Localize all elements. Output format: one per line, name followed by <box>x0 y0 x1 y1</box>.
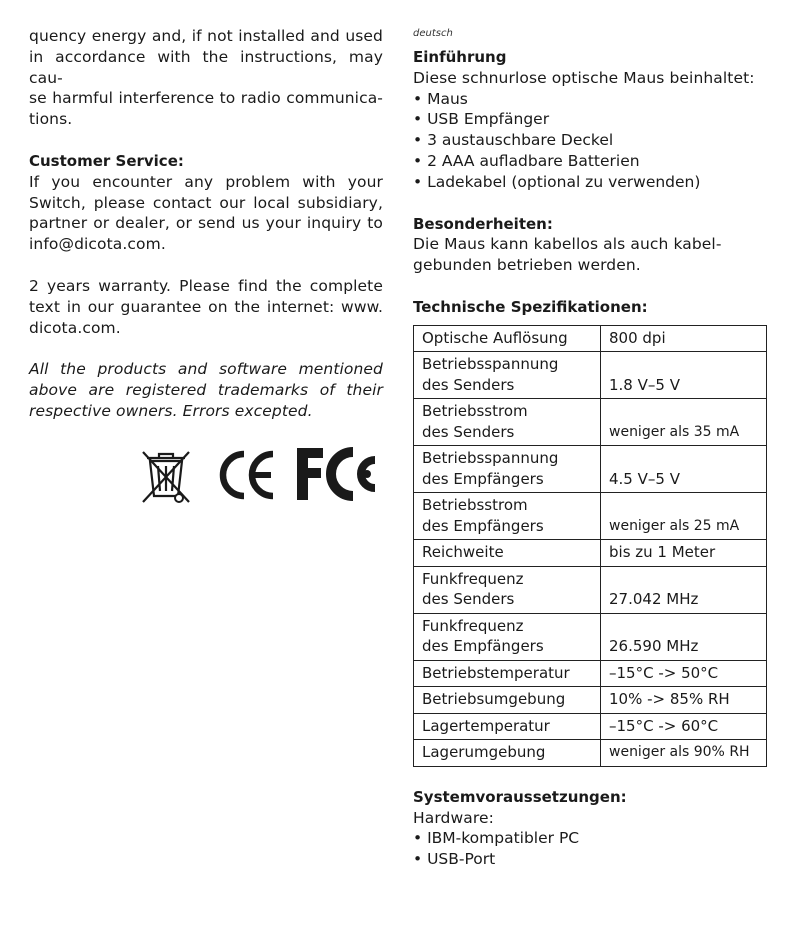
fcc-interference-line: se harmful interference to radio communica- <box>29 89 383 108</box>
intro-heading: Einführung <box>413 48 507 66</box>
spec-value: –15°C -> 50°C <box>601 660 767 687</box>
customer-service-line: Switch, please contact our local subsidiary, <box>29 193 383 212</box>
package-content-item: • USB Empfänger <box>413 110 550 129</box>
package-content-item: • Maus <box>413 89 468 108</box>
package-content-item: • 2 AAA aufladbare Batterien <box>413 151 640 170</box>
spec-label-line: des Empfängers <box>422 469 544 488</box>
spec-label-line: des Empfängers <box>422 637 544 656</box>
customer-service-line: info@dicota.com. <box>29 235 166 254</box>
compliance-logos <box>137 446 387 506</box>
spec-value: –15°C -> 60°C <box>601 713 767 740</box>
spec-label-line: des Senders <box>422 375 515 394</box>
spec-value: weniger als 25 mA <box>601 493 767 540</box>
spec-label-line: Funkfrequenz <box>422 616 524 635</box>
spec-value: 26.590 MHz <box>601 613 767 660</box>
spec-label-line: des Senders <box>422 590 515 609</box>
spec-label <box>414 713 601 740</box>
intro-text: Diese schnurlose optische Maus beinhaltet: <box>413 68 755 87</box>
spec-label-line: Betriebsstrom <box>422 402 528 421</box>
spec-row <box>414 613 767 660</box>
system-requirements-list <box>413 828 769 870</box>
features-paragraph <box>413 234 769 276</box>
spec-label-line: des Empfängers <box>422 516 544 535</box>
spec-row <box>414 493 767 540</box>
spec-value: weniger als 35 mA <box>601 399 767 446</box>
spec-value: 27.042 MHz <box>601 566 767 613</box>
language-label: deutsch <box>413 28 453 39</box>
spec-row <box>414 540 767 567</box>
trademark-line: respective owners. Errors excepted. <box>29 401 313 420</box>
spec-label <box>414 687 601 714</box>
spec-label <box>414 399 601 446</box>
left-column <box>29 26 383 422</box>
fcc-interference-line: quency energy and, if not installed and used <box>29 27 383 45</box>
warranty-line: text in our guarantee on the internet: www. <box>29 297 383 316</box>
system-requirement-item: • USB-Port <box>413 850 496 869</box>
customer-service-line: If you encounter any problem with your <box>29 172 383 191</box>
spec-label-line: Betriebsspannung <box>422 449 559 468</box>
trademark-paragraph <box>29 359 383 421</box>
spec-label-line: Optische Auflösung <box>422 328 568 347</box>
system-requirement-item: • IBM-kompatibler PC <box>413 829 580 848</box>
spec-label-line: Betriebstemperatur <box>422 663 570 682</box>
spec-value: bis zu 1 Meter <box>601 540 767 567</box>
package-content-item: • Ladekabel (optional zu verwenden) <box>413 172 701 191</box>
spec-row <box>414 713 767 740</box>
features-line: Die Maus kann kabellos als auch kabel- <box>413 235 722 254</box>
spec-row <box>414 399 767 446</box>
spec-label-line: Betriebsumgebung <box>422 690 566 709</box>
fcc-interference-line: in accordance with the instructions, may cau- <box>29 47 383 87</box>
spec-label <box>414 566 601 613</box>
customer-service-line: partner or dealer, or send us your inquiry to <box>29 214 383 233</box>
package-content-item: • 3 austauschbare Deckel <box>413 131 614 150</box>
spec-row <box>414 352 767 399</box>
spec-label-line: Lagerumgebung <box>422 743 546 762</box>
package-contents-list <box>413 89 769 193</box>
spec-label <box>414 493 601 540</box>
fcc-interference-paragraph <box>29 26 383 130</box>
spec-label <box>414 660 601 687</box>
spec-label <box>414 740 601 767</box>
spec-value: 1.8 V–5 V <box>601 352 767 399</box>
spec-label <box>414 325 601 352</box>
spec-label-line: Betriebsstrom <box>422 496 528 515</box>
specs-table <box>413 325 767 767</box>
spec-row <box>414 446 767 493</box>
warranty-paragraph <box>29 276 383 338</box>
system-subheading: Hardware: <box>413 808 494 827</box>
customer-service-paragraph <box>29 172 383 255</box>
specs-heading: Technische Spezifikationen: <box>413 297 648 316</box>
features-line: gebunden betrieben werden. <box>413 256 641 275</box>
spec-label <box>414 613 601 660</box>
spec-label <box>414 540 601 567</box>
customer-service-heading: Customer Service: <box>29 151 184 170</box>
spec-value: 4.5 V–5 V <box>601 446 767 493</box>
spec-value: 800 dpi <box>601 325 767 352</box>
system-heading: Systemvoraussetzungen: <box>413 787 627 806</box>
spec-label-line: Lagertemperatur <box>422 716 550 735</box>
spec-label <box>414 352 601 399</box>
trademark-line: All the products and software mentioned <box>29 360 383 379</box>
spec-row <box>414 566 767 613</box>
spec-label-line: des Senders <box>422 422 515 441</box>
features-heading: Besonderheiten: <box>413 214 553 233</box>
spec-value: 10% -> 85% RH <box>601 687 767 714</box>
spec-value: weniger als 90% RH <box>601 740 767 767</box>
crossed-out-wheelie-bin-icon <box>137 446 195 506</box>
spec-row <box>414 660 767 687</box>
ce-mark-icon <box>217 450 279 500</box>
spec-label-line: Reichweite <box>422 543 504 562</box>
warranty-line: dicota.com. <box>29 318 121 337</box>
right-column <box>413 28 769 870</box>
warranty-line: 2 years warranty. Please find the complete <box>29 276 383 295</box>
fcc-mark-icon <box>295 446 385 502</box>
spec-row <box>414 740 767 767</box>
spec-row <box>414 687 767 714</box>
spec-row <box>414 325 767 352</box>
fcc-interference-line: tions. <box>29 110 73 129</box>
trademark-line: above are registered trademarks of their <box>29 381 383 400</box>
spec-label-line: Betriebsspannung <box>422 355 559 374</box>
spec-label <box>414 446 601 493</box>
spec-label-line: Funkfrequenz <box>422 569 524 588</box>
